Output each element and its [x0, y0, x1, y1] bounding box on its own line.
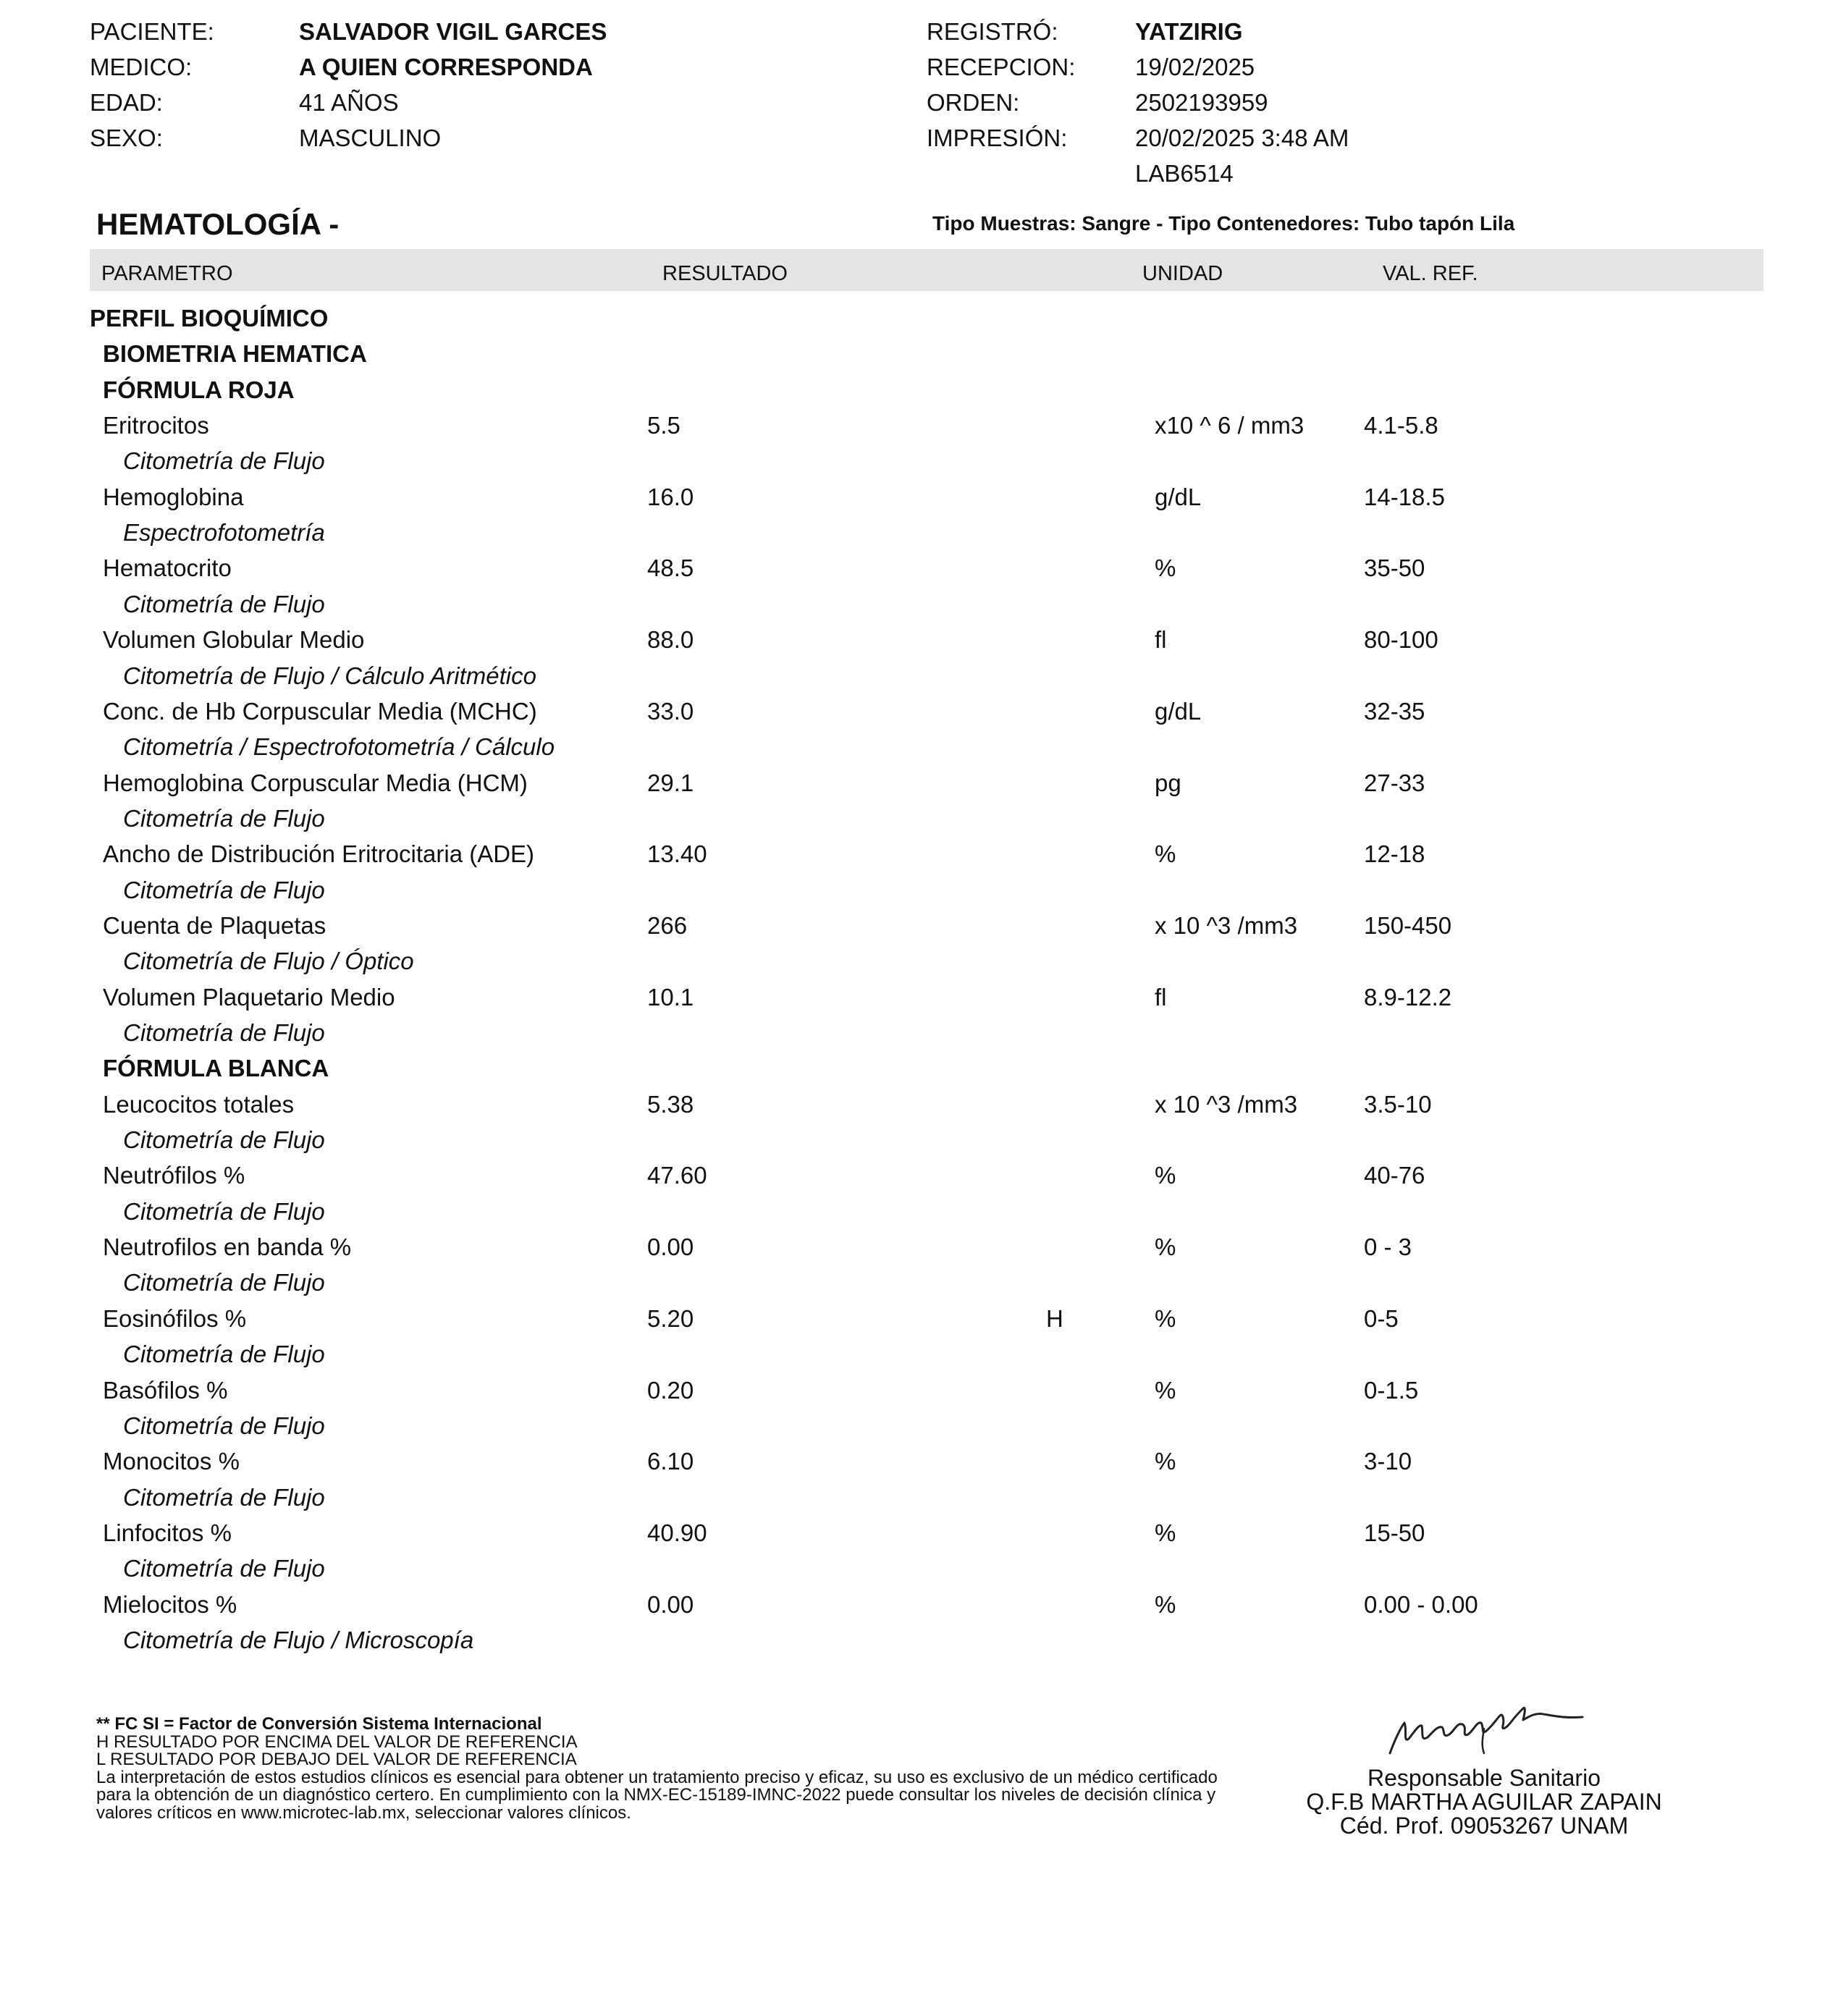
reference-range: 150-450 [1364, 911, 1452, 939]
param-name: Leucocitos totales [103, 1090, 295, 1118]
table-row [0, 1090, 1846, 1126]
unit-value: % [1155, 1233, 1176, 1261]
table-row [0, 1233, 1846, 1268]
table-row [0, 483, 1846, 518]
method-row [0, 1197, 1846, 1233]
unit-value: pg [1155, 769, 1181, 796]
reference-range: 3-10 [1364, 1448, 1412, 1475]
subgroup-row [0, 339, 1846, 375]
method-row [0, 1626, 1846, 1661]
unit-value: % [1155, 554, 1176, 582]
param-name: Hemoglobina [103, 483, 244, 510]
param-name: Hematocrito [103, 554, 232, 582]
method-label: Citometría de Flujo [123, 1412, 325, 1439]
header-value: 19/02/2025 [1135, 54, 1255, 80]
column-header-ref: VAL. REF. [1383, 262, 1478, 285]
unit-value: % [1155, 840, 1176, 868]
header-value: YATZIRIG [1135, 18, 1243, 45]
param-name: Volumen Globular Medio [103, 626, 365, 654]
method-label: Citometría de Flujo [123, 876, 325, 903]
table-row [0, 1590, 1846, 1626]
unit-value: % [1155, 1376, 1176, 1404]
column-header-result: RESULTADO [662, 262, 788, 285]
method-row [0, 1483, 1846, 1519]
result-value: 266 [647, 911, 688, 939]
header-value: MASCULINO [299, 125, 442, 151]
method-row [0, 1554, 1846, 1590]
result-value: 5.20 [647, 1304, 694, 1332]
table-row [0, 625, 1846, 661]
unit-value: % [1155, 1162, 1176, 1189]
result-value: 0.20 [647, 1376, 694, 1404]
unit-value: % [1155, 1448, 1176, 1475]
flag-marker: H [1046, 1304, 1063, 1332]
subgroup-title: BIOMETRIA HEMATICA [103, 340, 367, 368]
result-value: 5.38 [647, 1090, 694, 1118]
result-value: 40.90 [647, 1519, 707, 1546]
header-label: SEXO: [90, 125, 163, 151]
header-label: PACIENTE: [90, 18, 214, 45]
unit-value: % [1155, 1590, 1176, 1618]
method-label: Citometría de Flujo [123, 1269, 325, 1296]
unit-value: fl [1155, 983, 1167, 1011]
method-label: Citometría de Flujo [123, 447, 325, 475]
reference-range: 0.00 - 0.00 [1364, 1590, 1478, 1618]
header-label: EDAD: [90, 89, 163, 116]
table-row [0, 1447, 1846, 1483]
param-name: Basófilos % [103, 1376, 228, 1404]
param-name: Eritrocitos [103, 412, 209, 439]
footer-note: H RESULTADO POR ENCIMA DEL VALOR DE REFERENCIA [96, 1732, 578, 1752]
table-header-bar [90, 249, 1763, 291]
header-label: MEDICO: [90, 54, 193, 80]
param-name: Neutrófilos % [103, 1162, 245, 1189]
method-row [0, 1126, 1846, 1161]
header-value: 41 AÑOS [299, 89, 399, 116]
table-row [0, 1304, 1846, 1340]
method-label: Citometría de Flujo / Cálculo Aritmético [123, 662, 536, 689]
unit-value: x 10 ^3 /mm3 [1155, 1090, 1298, 1118]
param-name: Ancho de Distribución Eritrocitaria (ADE) [103, 840, 535, 868]
unit-value: % [1155, 1304, 1176, 1332]
reference-range: 12-18 [1364, 840, 1425, 868]
method-label: Citometría de Flujo / Óptico [123, 948, 414, 975]
reference-range: 3.5-10 [1364, 1090, 1432, 1118]
subgroup-row [0, 376, 1846, 411]
result-value: 47.60 [647, 1162, 707, 1189]
table-row [0, 411, 1846, 447]
table-row [0, 1519, 1846, 1554]
result-value: 5.5 [647, 412, 680, 439]
table-row [0, 554, 1846, 589]
header-value: 20/02/2025 3:48 AM [1135, 125, 1349, 151]
result-value: 48.5 [647, 554, 694, 582]
result-value: 0.00 [647, 1233, 694, 1261]
column-header-unit: UNIDAD [1142, 262, 1223, 285]
param-name: Mielocitos % [103, 1590, 237, 1618]
method-row [0, 1268, 1846, 1304]
result-value: 88.0 [647, 626, 694, 654]
table-row [0, 840, 1846, 875]
method-label: Citometría de Flujo [123, 590, 325, 617]
subgroup-row [0, 1054, 1846, 1089]
reference-range: 15-50 [1364, 1519, 1425, 1546]
footer-note: ** FC SI = Factor de Conversión Sistema Internacional [96, 1714, 542, 1734]
header-label: REGISTRÓ: [927, 18, 1058, 45]
method-label: Citometría de Flujo [123, 1126, 325, 1154]
param-name: Hemoglobina Corpuscular Media (HCM) [103, 769, 528, 796]
result-value: 6.10 [647, 1448, 694, 1475]
reference-range: 0-5 [1364, 1304, 1399, 1332]
method-row [0, 518, 1846, 554]
footer-note: L RESULTADO POR DEBAJO DEL VALOR DE REFERENCIA [96, 1750, 577, 1769]
method-row [0, 876, 1846, 911]
group-title: PERFIL BIOQUÍMICO [90, 305, 329, 332]
param-name: Monocitos % [103, 1448, 240, 1475]
result-value: 13.40 [647, 840, 707, 868]
unit-value: g/dL [1155, 697, 1202, 725]
method-label: Citometría de Flujo [123, 1555, 325, 1582]
table-row [0, 983, 1846, 1018]
column-header-param: PARAMETRO [101, 262, 233, 285]
header-value: LAB6514 [1135, 160, 1234, 187]
param-name: Linfocitos % [103, 1519, 232, 1546]
reference-range: 0-1.5 [1364, 1376, 1419, 1404]
unit-value: g/dL [1155, 483, 1202, 510]
header-value: A QUIEN CORRESPONDA [299, 54, 593, 80]
signer-id: Céd. Prof. 09053267 UNAM [1339, 1813, 1629, 1839]
method-row [0, 662, 1846, 697]
signer-role: Responsable Sanitario [1367, 1765, 1601, 1791]
sample-info: Tipo Muestras: Sangre - Tipo Contenedores: Tubo tapón Lila [932, 212, 1515, 235]
table-row [0, 1161, 1846, 1197]
method-label: Citometría de Flujo [123, 804, 325, 832]
param-name: Neutrofilos en banda % [103, 1233, 352, 1261]
result-value: 10.1 [647, 983, 694, 1011]
table-row [0, 769, 1846, 804]
result-value: 16.0 [647, 483, 694, 510]
reference-range: 35-50 [1364, 554, 1425, 582]
param-name: Cuenta de Plaquetas [103, 911, 326, 939]
method-label: Espectrofotometría [123, 519, 325, 547]
signature-block [1252, 1687, 1716, 1838]
header-label: ORDEN: [927, 89, 1020, 116]
method-label: Citometría de Flujo / Microscopía [123, 1626, 474, 1653]
group-row [0, 304, 1846, 339]
method-label: Citometría de Flujo [123, 1341, 325, 1368]
unit-value: fl [1155, 626, 1167, 654]
reference-range: 27-33 [1364, 769, 1425, 796]
method-row [0, 733, 1846, 768]
footer-notes [96, 1716, 1226, 1822]
result-value: 33.0 [647, 697, 694, 725]
signature-image [1375, 1687, 1593, 1766]
result-value: 0.00 [647, 1590, 694, 1618]
reference-range: 32-35 [1364, 697, 1425, 725]
method-row [0, 1340, 1846, 1375]
reference-range: 4.1-5.8 [1364, 412, 1438, 439]
footer-note: La interpretación de estos estudios clínicos es esencial para obtener un tratamiento preciso y eficaz, su uso es exclusivo de un médico certificado para la obtención de un diagnóstico certero. En cumplimiento con la NMX-EC-15189-IMNC-2022 puede consultar los niveles de decisión clínica y valores críticos en www.microtec-lab.mx, seleccionar valores clínicos. [96, 1767, 1218, 1823]
param-name: Conc. de Hb Corpuscular Media (MCHC) [103, 697, 537, 725]
method-row [0, 447, 1846, 482]
result-value: 29.1 [647, 769, 694, 796]
header-label: IMPRESIÓN: [927, 125, 1068, 151]
reference-range: 14-18.5 [1364, 483, 1445, 510]
subgroup-title: FÓRMULA BLANCA [103, 1055, 329, 1082]
method-label: Citometría de Flujo [123, 1197, 325, 1225]
section-title: HEMATOLOGÍA - [96, 207, 340, 241]
unit-value: x10 ^ 6 / mm3 [1155, 412, 1305, 439]
reference-range: 80-100 [1364, 626, 1438, 654]
table-row [0, 697, 1846, 733]
method-label: Citometría / Espectrofotometría / Cálculo [123, 733, 555, 761]
method-row [0, 1018, 1846, 1054]
table-row [0, 911, 1846, 947]
header-value: 2502193959 [1135, 89, 1268, 116]
reference-range: 40-76 [1364, 1162, 1425, 1189]
subgroup-title: FÓRMULA ROJA [103, 376, 295, 403]
reference-range: 8.9-12.2 [1364, 983, 1452, 1011]
method-row [0, 947, 1846, 982]
unit-value: x 10 ^3 /mm3 [1155, 911, 1298, 939]
table-row [0, 1376, 1846, 1412]
method-row [0, 1412, 1846, 1447]
unit-value: % [1155, 1519, 1176, 1546]
method-row [0, 804, 1846, 840]
param-name: Volumen Plaquetario Medio [103, 983, 395, 1011]
method-row [0, 590, 1846, 625]
param-name: Eosinófilos % [103, 1304, 247, 1332]
reference-range: 0 - 3 [1364, 1233, 1412, 1261]
header-label: RECEPCION: [927, 54, 1076, 80]
signer-name: Q.F.B MARTHA AGUILAR ZAPAIN [1306, 1789, 1662, 1815]
header-value: SALVADOR VIGIL GARCES [299, 18, 607, 45]
method-label: Citometría de Flujo [123, 1483, 325, 1511]
method-label: Citometría de Flujo [123, 1019, 325, 1046]
